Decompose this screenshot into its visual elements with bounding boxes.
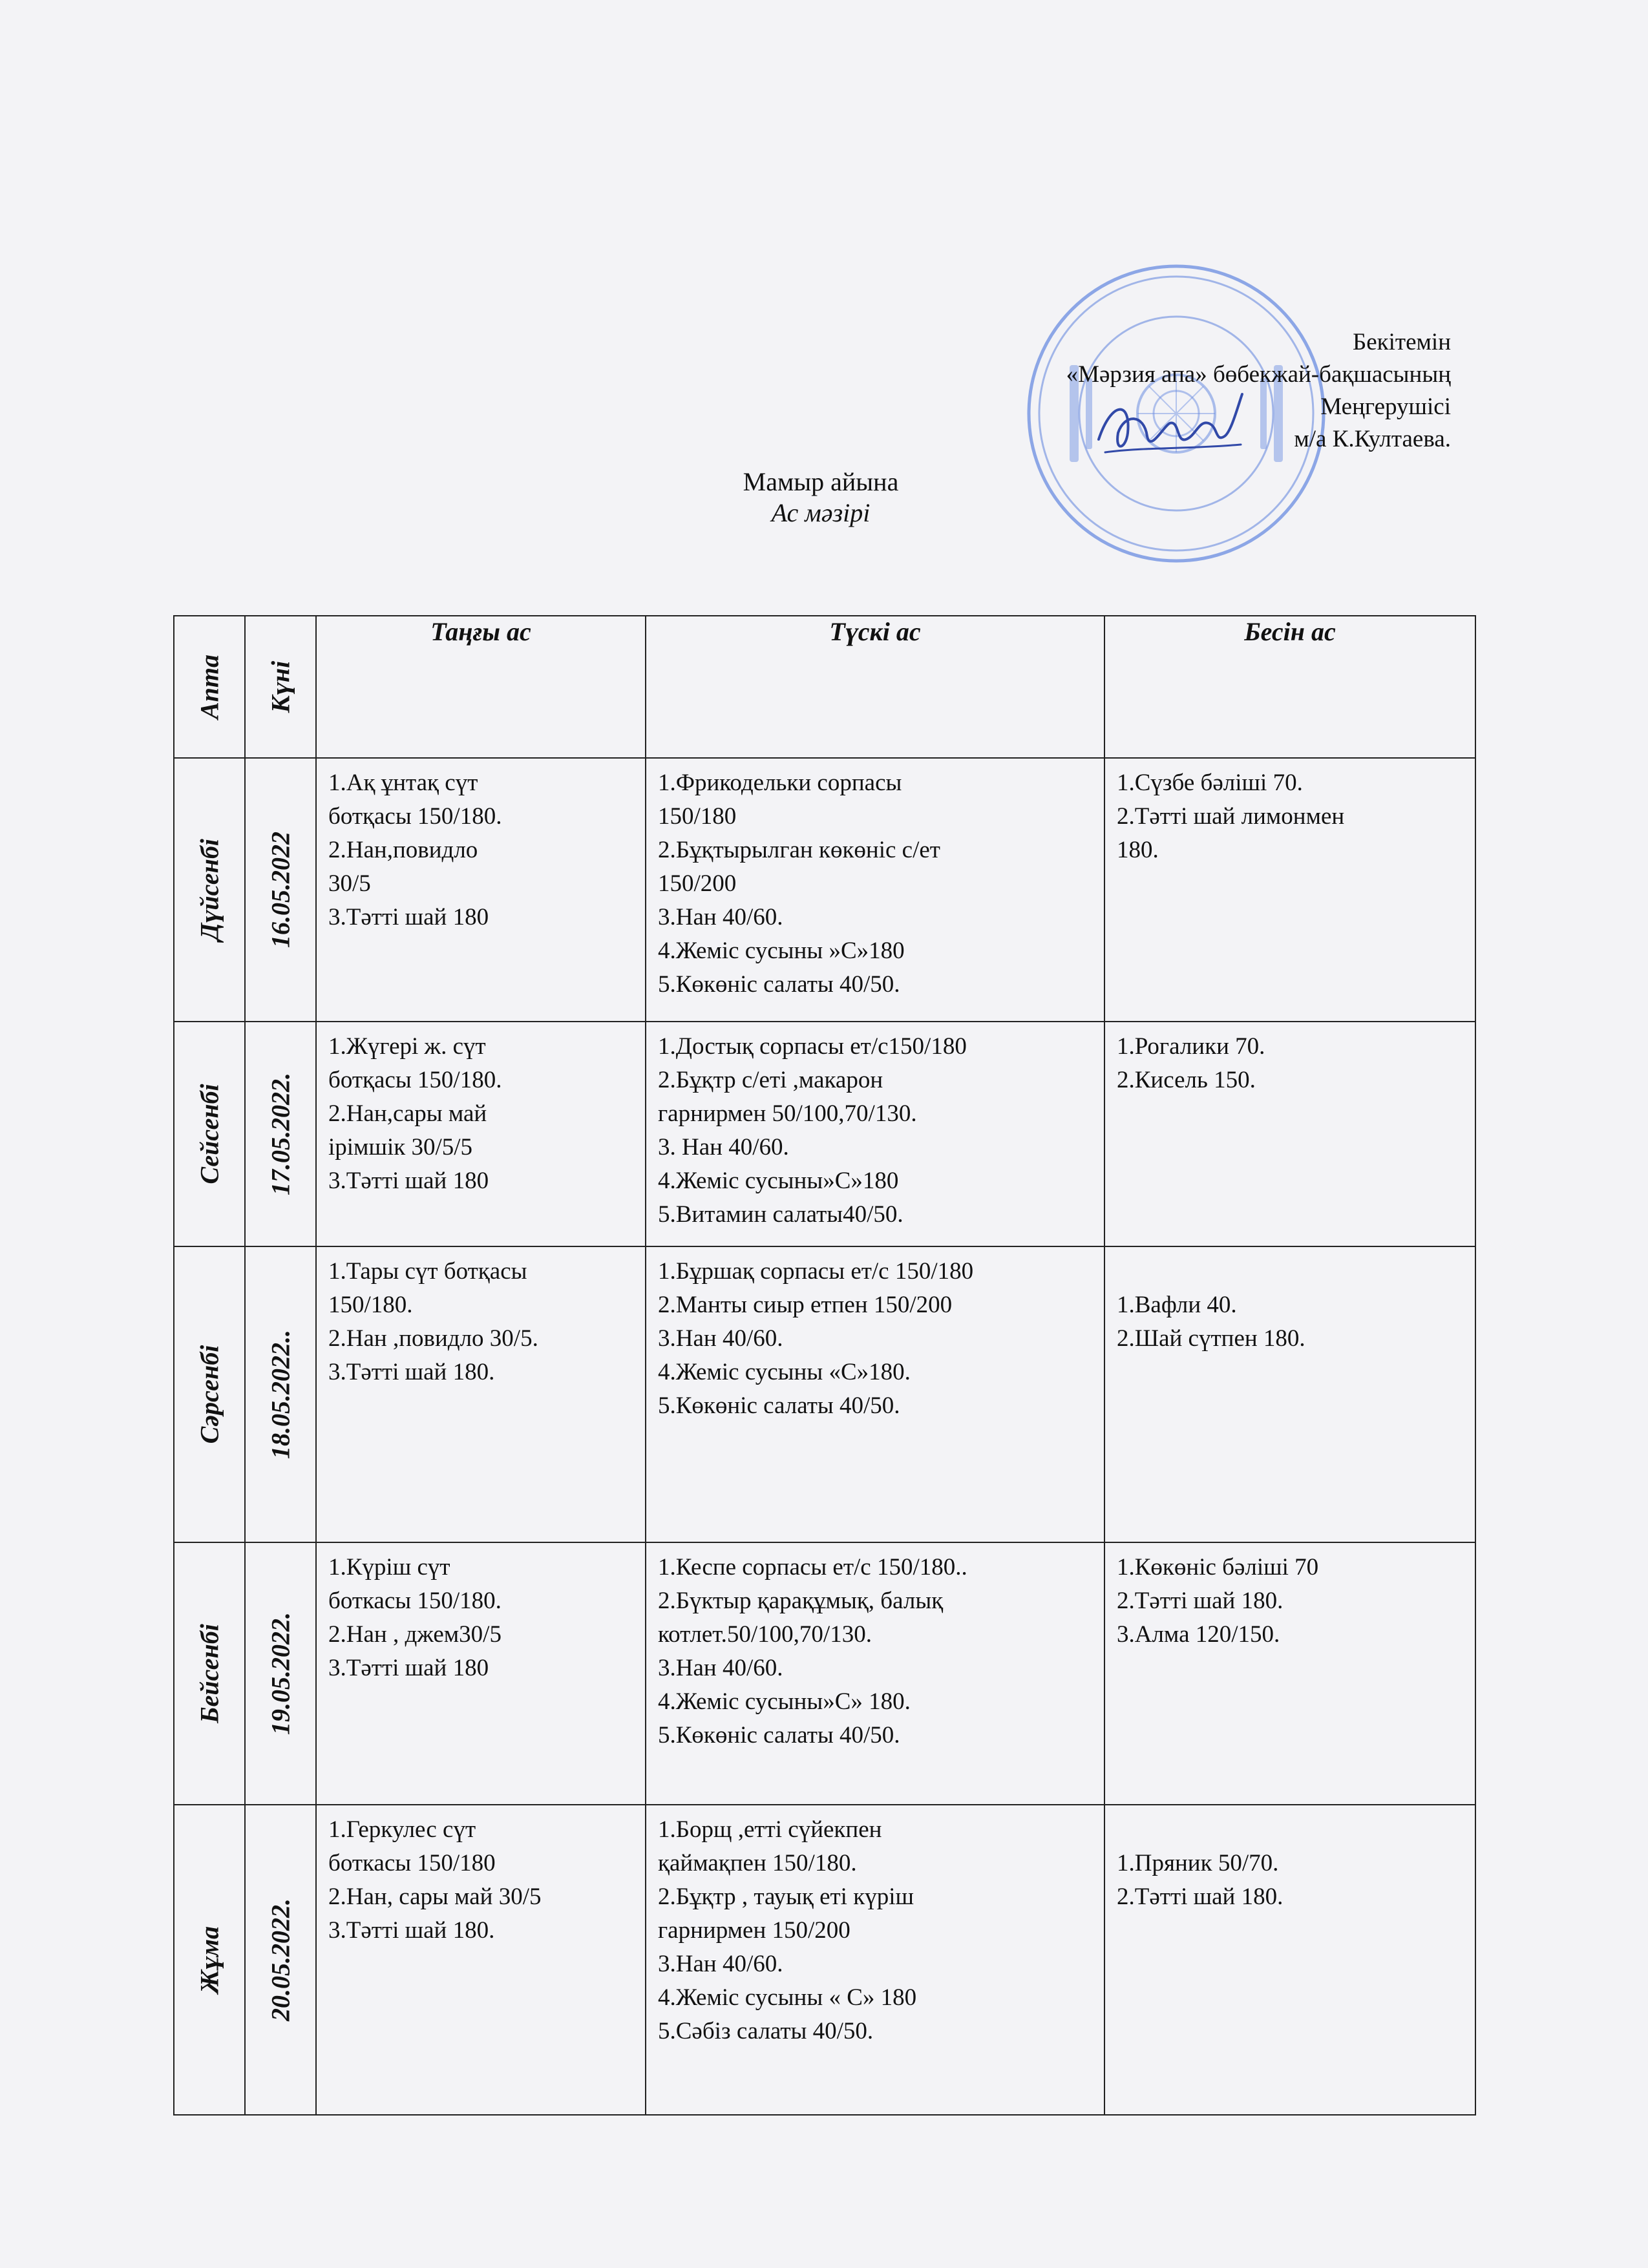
header-week: Апта xyxy=(174,616,245,758)
menu-line: 2.Нан , джем30/5 xyxy=(328,1621,502,1648)
menu-line: 4.Жеміс сусыны»С»180 xyxy=(658,1168,899,1194)
menu-line: 3.Тәтті шай 180 xyxy=(328,1168,489,1194)
menu-line: 2.Бұқтырылган көкөніс с/ет xyxy=(658,837,940,863)
menu-line: 4.Жеміс сусыны «С»180. xyxy=(658,1359,911,1385)
menu-line: 2.Тәтті шай 180. xyxy=(1117,1884,1284,1910)
menu-line: 3.Алма 120/150. xyxy=(1117,1621,1280,1648)
menu-line: 5.Көкөніс салаты 40/50. xyxy=(658,971,900,998)
snack-cell xyxy=(1104,1246,1475,1542)
breakfast-cell xyxy=(316,758,646,1022)
date-cell: 20.05.2022. xyxy=(245,1805,316,2115)
table-header-row xyxy=(174,616,1475,758)
menu-line: 3. Нан 40/60. xyxy=(658,1134,789,1160)
menu-line: 2.Кисель 150. xyxy=(1117,1067,1256,1093)
menu-line: 2.Тәтті шай 180. xyxy=(1117,1588,1284,1614)
menu-line: 2.Нан, сары май 30/5 xyxy=(328,1884,542,1910)
table-row xyxy=(174,1022,1475,1246)
menu-line: 1.Кеспе сорпасы ет/с 150/180.. xyxy=(658,1554,967,1580)
date-cell: 17.05.2022. xyxy=(245,1022,316,1246)
menu-line: 3.Нан 40/60. xyxy=(658,1951,783,1977)
menu-table xyxy=(173,615,1476,2116)
approval-line-1: Бекітемін xyxy=(1352,329,1451,355)
menu-line: 5.Көкөніс салаты 40/50. xyxy=(658,1722,900,1748)
menu-line: 5.Көкөніс салаты 40/50. xyxy=(658,1392,900,1419)
menu-line: гарнирмен 150/200 xyxy=(658,1917,850,1944)
menu-line: 30/5 xyxy=(328,870,371,897)
menu-line: 2.Бұқтр , тауық еті күріш xyxy=(658,1884,914,1910)
breakfast-cell xyxy=(316,1022,646,1246)
menu-line: 3.Нан 40/60. xyxy=(658,1325,783,1352)
day-cell: Сейсенбі xyxy=(174,1022,245,1246)
date-cell: 18.05.2022.. xyxy=(245,1246,316,1542)
menu-line: боткасы 150/180. xyxy=(328,1588,502,1614)
date-cell: 16.05.2022 xyxy=(245,758,316,1022)
menu-line: 1.Сүзбе бәліші 70. xyxy=(1117,770,1303,796)
menu-line: 3.Нан 40/60. xyxy=(658,904,783,930)
approval-line-4: м/а К.Култаева. xyxy=(1294,426,1451,452)
lunch-cell xyxy=(646,1542,1104,1805)
day-cell: Бейсенбі xyxy=(174,1542,245,1805)
menu-line: 150/180. xyxy=(328,1292,413,1318)
lunch-cell xyxy=(646,1805,1104,2115)
date-cell: 19.05.2022. xyxy=(245,1542,316,1805)
menu-line: 1.Көкөніс бәліші 70 xyxy=(1117,1554,1319,1580)
day-cell: Дүйсенбі xyxy=(174,758,245,1022)
menu-line: ботқасы 150/180. xyxy=(328,803,502,830)
menu-line xyxy=(1117,1813,1463,1847)
menu-line: 1.Фрикодельки сорпасы xyxy=(658,770,902,796)
menu-line: 2.Нан,повидло xyxy=(328,837,478,863)
menu-line: 5.Витамин салаты40/50. xyxy=(658,1201,903,1228)
menu-line: 3.Тәтті шай 180. xyxy=(328,1359,495,1385)
menu-line: 150/180 xyxy=(658,803,737,830)
menu-line: 2.Нан,сары май xyxy=(328,1100,487,1127)
header-date: Күні xyxy=(245,616,316,758)
menu-line xyxy=(1117,1255,1463,1288)
snack-cell xyxy=(1104,1542,1475,1805)
menu-line: 3.Тәтті шай 180. xyxy=(328,1917,495,1944)
menu-line: 1.Борщ ,етті сүйекпен xyxy=(658,1816,882,1843)
menu-line: 3.Тәтті шай 180 xyxy=(328,1655,489,1681)
approval-line-2: «Мәрзия апа» бөбекжай-бақшасының xyxy=(1066,361,1451,388)
table-row xyxy=(174,1542,1475,1805)
menu-line: котлет.50/100,70/130. xyxy=(658,1621,872,1648)
menu-line: 3.Тәтті шай 180 xyxy=(328,904,489,930)
breakfast-cell xyxy=(316,1246,646,1542)
table-row xyxy=(174,1246,1475,1542)
menu-line: 5.Сәбіз салаты 40/50. xyxy=(658,2018,874,2044)
menu-line: 2.Тәтті шай лимонмен xyxy=(1117,803,1345,830)
heading-month: Мамыр айына xyxy=(743,467,899,496)
menu-line: 2.Манты сиыр етпен 150/200 xyxy=(658,1292,953,1318)
menu-line: 180. xyxy=(1117,837,1159,863)
menu-line: 1.Бұршақ сорпасы ет/с 150/180 xyxy=(658,1258,974,1285)
day-cell: Сәрсенбі xyxy=(174,1246,245,1542)
menu-line: ірімшік 30/5/5 xyxy=(328,1134,473,1160)
snack-cell xyxy=(1104,1805,1475,2115)
menu-line: 150/200 xyxy=(658,870,737,897)
menu-line: гарнирмен 50/100,70/130. xyxy=(658,1100,917,1127)
menu-line: 2.Нан ,повидло 30/5. xyxy=(328,1325,538,1352)
breakfast-cell xyxy=(316,1805,646,2115)
document-heading xyxy=(646,467,995,529)
menu-line: 1.Жүгері ж. сүт xyxy=(328,1033,486,1060)
lunch-cell xyxy=(646,758,1104,1022)
menu-line: қаймақпен 150/180. xyxy=(658,1850,857,1876)
menu-line: 4.Жеміс сусыны »С»180 xyxy=(658,938,905,964)
menu-line: 3.Нан 40/60. xyxy=(658,1655,783,1681)
menu-line: 1.Рогалики 70. xyxy=(1117,1033,1265,1060)
menu-line: боткасы 150/180 xyxy=(328,1850,496,1876)
header-snack: Бесін ас xyxy=(1104,616,1475,758)
menu-line: 4.Жеміс сусыны « С» 180 xyxy=(658,1984,917,2011)
lunch-cell xyxy=(646,1022,1104,1246)
menu-line: 1.Тары сүт ботқасы xyxy=(328,1258,527,1285)
snack-cell xyxy=(1104,758,1475,1022)
table-row xyxy=(174,758,1475,1022)
breakfast-cell xyxy=(316,1542,646,1805)
menu-line: 2.Шай сүтпен 180. xyxy=(1117,1325,1305,1352)
header-breakfast: Таңғы ас xyxy=(316,616,646,758)
menu-line: 1.Күріш сүт xyxy=(328,1554,450,1580)
menu-line: ботқасы 150/180. xyxy=(328,1067,502,1093)
menu-line: 4.Жеміс сусыны»С» 180. xyxy=(658,1688,911,1715)
table-row xyxy=(174,1805,1475,2115)
menu-line: 1.Ақ ұнтақ сүт xyxy=(328,770,478,796)
menu-line: 1.Вафли 40. xyxy=(1117,1292,1237,1318)
menu-line: 2.Бұқтр с/еті ,макарон xyxy=(658,1067,883,1093)
lunch-cell xyxy=(646,1246,1104,1542)
heading-title: Ас мәзірі xyxy=(771,498,871,527)
menu-line: 1.Геркулес сүт xyxy=(328,1816,476,1843)
day-cell: Жұма xyxy=(174,1805,245,2115)
snack-cell xyxy=(1104,1022,1475,1246)
approval-line-3: Меңгерушісі xyxy=(1320,394,1451,420)
approval-block xyxy=(869,326,1451,456)
header-lunch: Түскі ас xyxy=(646,616,1104,758)
menu-line: 2.Бүктыр қарақұмық, балық xyxy=(658,1588,944,1614)
menu-line: 1.Достық сорпасы ет/с150/180 xyxy=(658,1033,967,1060)
menu-line: 1.Пряник 50/70. xyxy=(1117,1850,1279,1876)
